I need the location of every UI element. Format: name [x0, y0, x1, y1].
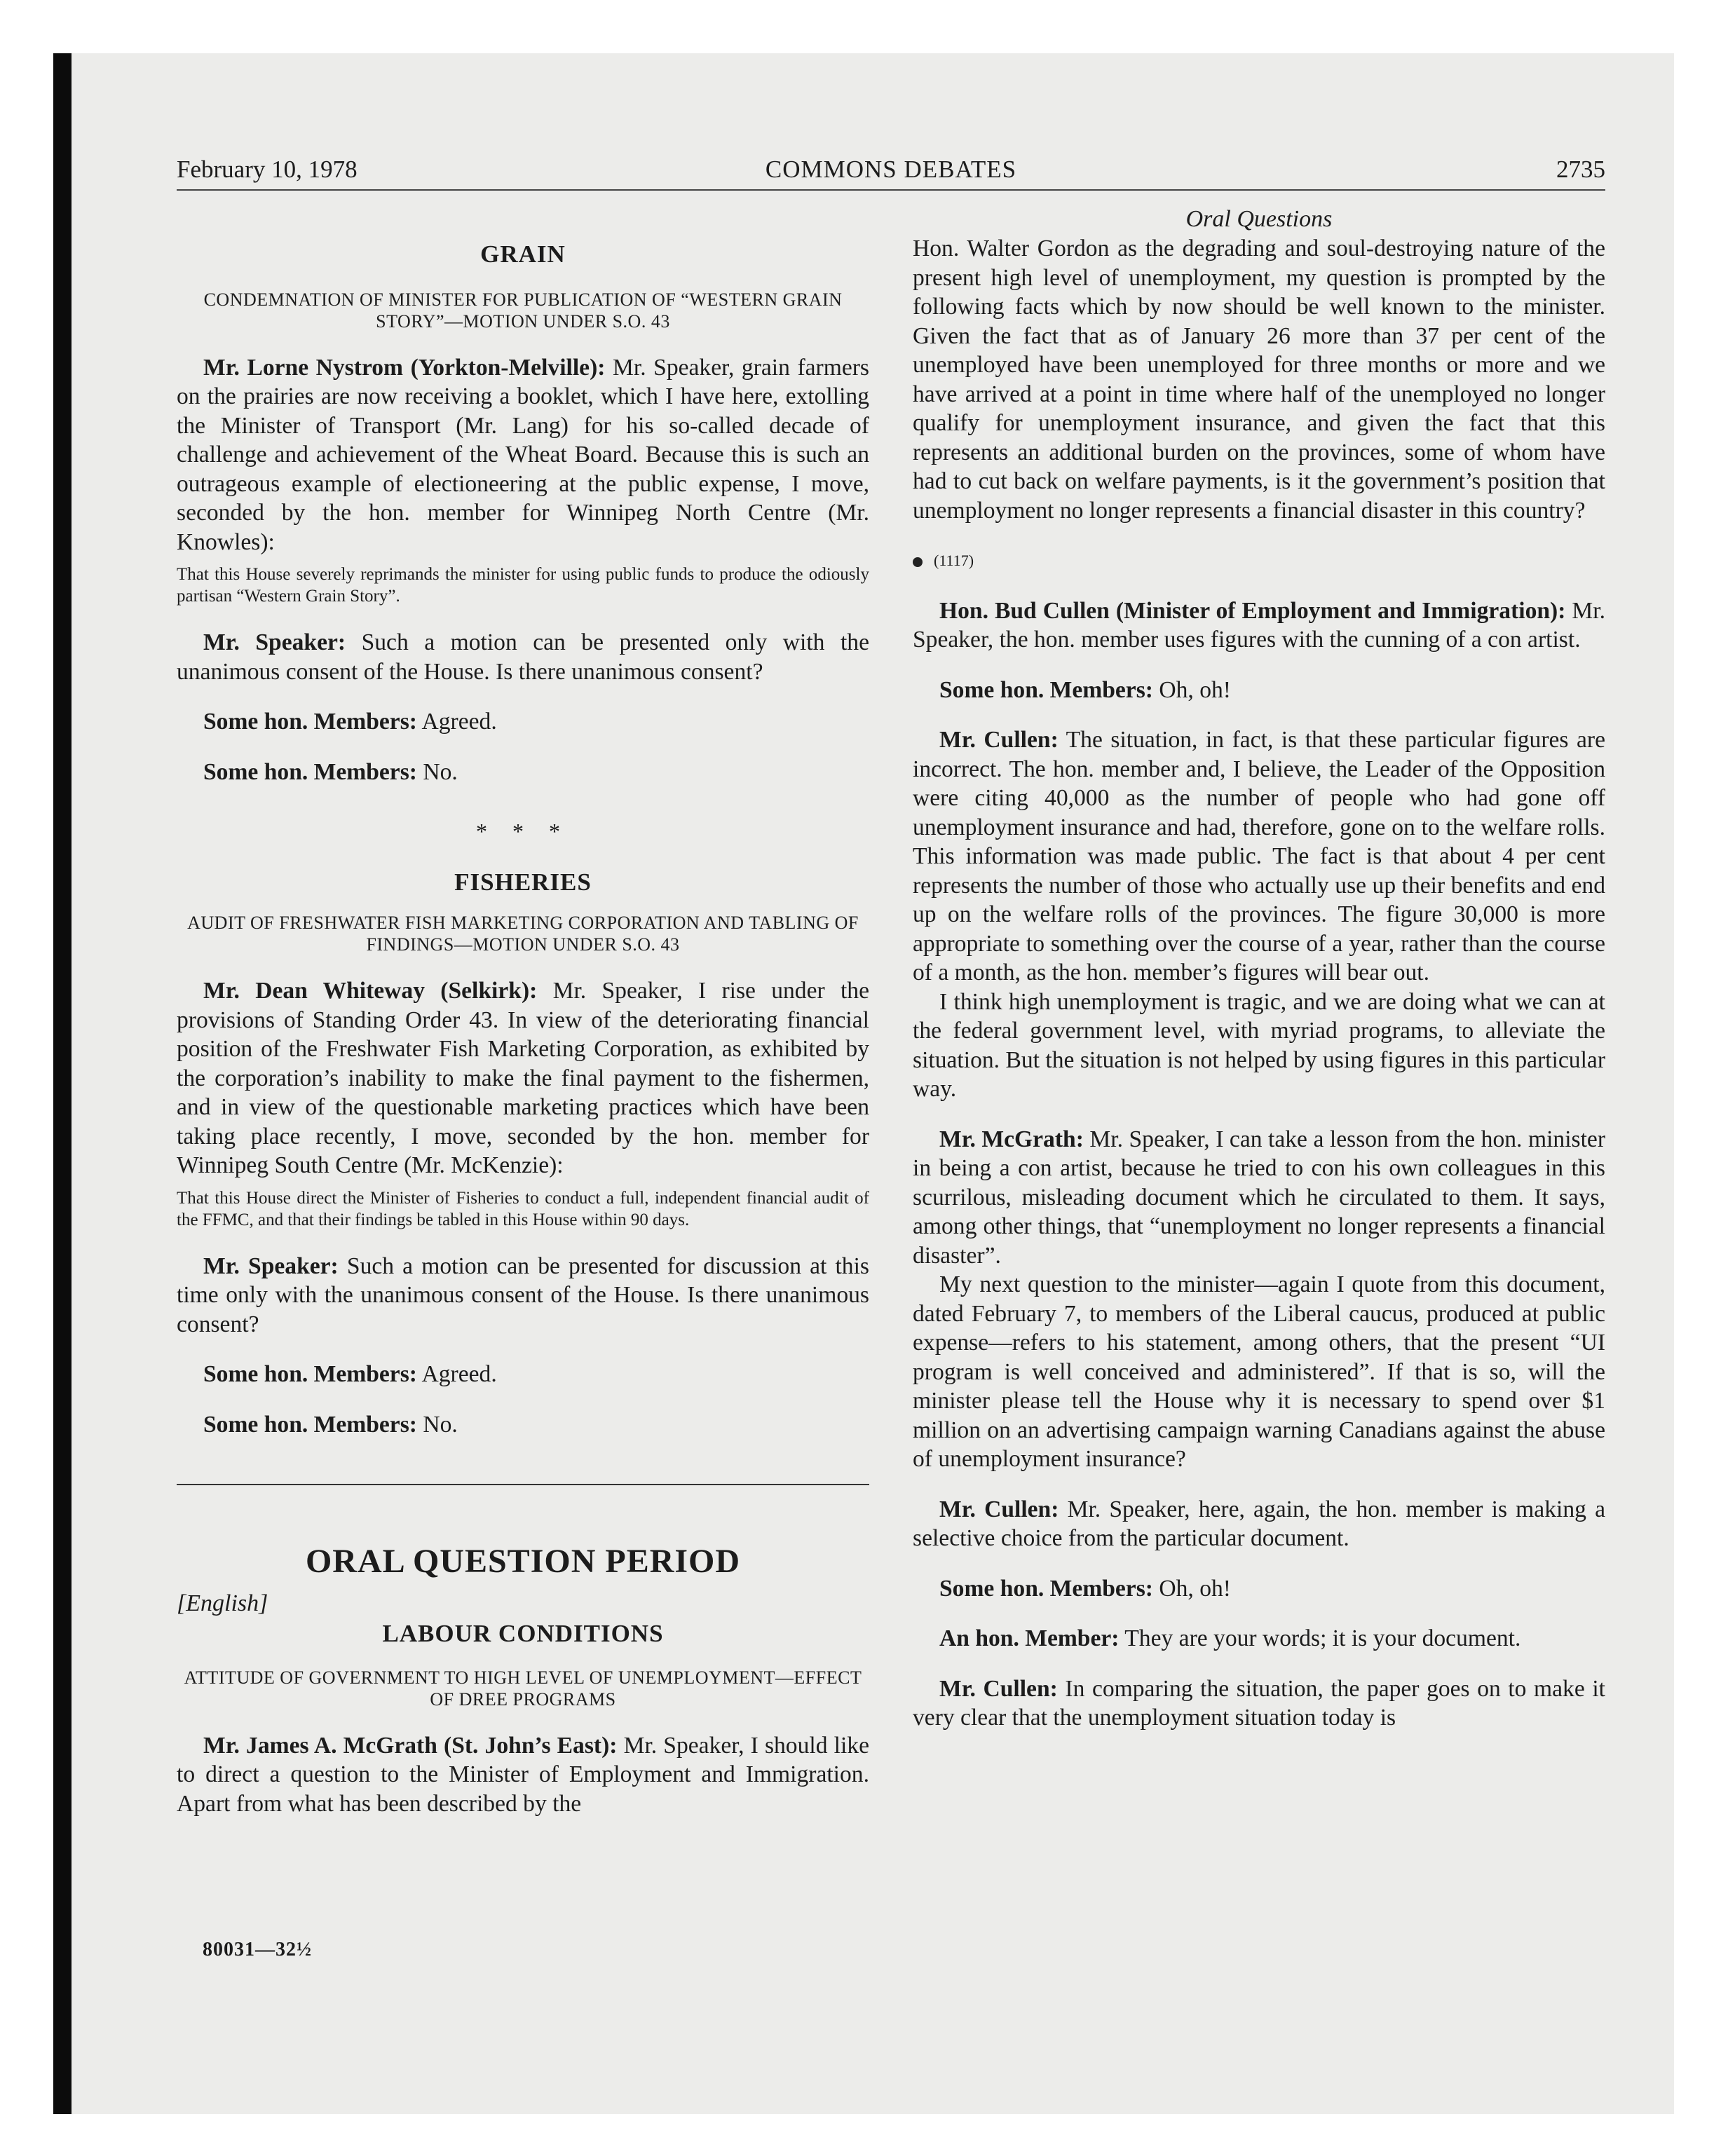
members-interjection — [913, 676, 1605, 705]
members-no — [177, 1410, 869, 1440]
speaker-name: Mr. Dean Whiteway (Selkirk): — [203, 978, 538, 1004]
motion-text: That this House direct the Minister of Fisheries to conduct a full, independent financial audit of the FFMC, and that their findings be tabled in this House within 90 days. — [177, 1188, 869, 1229]
speaker-name: Mr. Cullen: — [939, 1675, 1058, 1702]
speech-text: No. — [423, 758, 458, 785]
speaker-name: Some hon. Members: — [939, 676, 1153, 703]
cullen-paragraph-continued: I think high unemployment is tragic, and we are doing what we can at the federal government level, with myriad programs, to alleviate the situation. But the situation is not helped by using figures in this particular way. — [913, 988, 1605, 1102]
speech-text: Mr. Speaker, I should like to direct a question to the Minister of Employment and Immigration. Apart from what has been described by the — [177, 1732, 869, 1817]
speech-text: Such a motion can be presented for discussion at this time only with the unanimous consent of the House. Is there unanimous consent? — [177, 1253, 869, 1337]
grain-subheading: CONDEMNATION OF MINISTER FOR PUBLICATION OF “WESTERN GRAIN STORY”—MOTION UNDER S.O. 43 — [203, 289, 843, 332]
speech-text: Mr. Speaker, here, again, the hon. member is making a selective choice from the particular document. — [913, 1496, 1605, 1551]
oral-question-period-heading: ORAL QUESTION PERIOD — [305, 1543, 741, 1580]
members-agreed — [177, 707, 869, 737]
speech-text: They are your words; it is your document. — [1124, 1625, 1521, 1651]
members-agreed — [177, 1360, 869, 1389]
header-date: February 10, 1978 — [177, 156, 358, 183]
member-interjection — [913, 1624, 1605, 1653]
speaker-name: Hon. Bud Cullen (Minister of Employment and Immigration): — [939, 597, 1566, 624]
members-no — [177, 758, 869, 787]
fisheries-heading: FISHERIES — [454, 868, 592, 896]
speaker-name: Mr. Speaker: — [203, 1253, 339, 1279]
grain-heading: GRAIN — [480, 240, 566, 268]
speech-text: Such a motion can be presented only with the unanimous consent of the House. Is there unanimous consent? — [177, 629, 869, 685]
speech-text: Agreed. — [421, 709, 497, 735]
speaker-name: Mr. Cullen: — [939, 727, 1059, 753]
printer-code: 80031—32½ — [203, 1939, 312, 1960]
speech-text: Oh, oh! — [1159, 1575, 1231, 1602]
nystrom-paragraph — [177, 353, 869, 557]
speech-text: Mr. Speaker, grain farmers on the prairies are now receiving a booklet, which I have here, extolling the Minister of Transport (Mr. Lang) for his so-called decade of challenge and achievement of the Wheat Board. Because this is such an outrageous example of electioneering at the public expense, I move, seconded by the hon. member for Winnipeg North Centre (Mr. Knowles): — [177, 354, 869, 555]
language-marker: [English] — [177, 1590, 268, 1616]
speech-text: No. — [423, 1411, 458, 1438]
cullen-paragraph — [913, 1495, 1605, 1553]
speech-text: In comparing the situation, the paper goes on to make it very clear that the unemployment situation today is — [913, 1675, 1605, 1731]
speech-text: Oh, oh! — [1159, 676, 1231, 703]
speaker-name: Some hon. Members: — [203, 758, 417, 785]
speaker-name: Mr. McGrath: — [939, 1126, 1084, 1152]
speaker-paragraph — [177, 628, 869, 686]
time-text: (1117) — [934, 552, 974, 569]
speaker-name: Mr. Lorne Nystrom (Yorkton-Melville): — [203, 354, 606, 381]
whiteway-paragraph — [177, 976, 869, 1180]
speaker-name: Some hon. Members: — [203, 1411, 417, 1438]
section-separator: * * * — [476, 819, 570, 844]
bullet-icon — [913, 557, 923, 567]
motion-text: That this House severely reprimands the minister for using public funds to produce the odiously partisan “Western Grain Story”. — [177, 565, 869, 606]
left-column — [177, 205, 869, 1818]
time-marker — [913, 546, 1605, 575]
speaker-paragraph — [177, 1252, 869, 1339]
members-interjection — [913, 1574, 1605, 1604]
mcgrath-paragraph — [913, 1125, 1605, 1271]
speaker-name: Mr. Cullen: — [939, 1496, 1059, 1522]
scan-edge — [53, 53, 72, 2114]
running-head: Oral Questions — [1185, 206, 1333, 232]
speaker-name: An hon. Member: — [939, 1625, 1120, 1651]
header-page-number: 2735 — [1556, 156, 1605, 183]
speaker-name: Mr. James A. McGrath (St. John’s East): — [203, 1732, 618, 1759]
mcgrath-paragraph-continued: My next question to the minister—again I quote from this document, dated February 7, to members of the Liberal caucus, produced at public expense—refers to his statement, among others, that the present “UI program is well conceived and administered”. If that is so, will the minister please tell the House why it is necessary to spend over $1 million on an advertising campaign warning Canadians against the abuse of unemployment insurance? — [913, 1271, 1605, 1472]
fisheries-subheading: AUDIT OF FRESHWATER FISH MARKETING CORPORATION AND TABLING OF FINDINGS—MOTION UNDER S.O. 43 — [187, 913, 859, 955]
speech-text: Mr. Speaker, I can take a lesson from the hon. minister in being a con artist, because he tried to con his own colleagues in this scurrilous, misleading document which he circulated to them. It says, among other things, that “unemployment no longer represents a financial disaster”. — [913, 1126, 1606, 1269]
question-continuation: Hon. Walter Gordon as the degrading and soul-destroying nature of the present high level of unemployment, my question is prompted by the following facts which by now should be well known to the minister. Given the fact that as of January 26 more than 37 per cent of the unemployed have been unemployed for three months or more and we have arrived at a point in time where half of the unemployed no longer qualify for unemployment insurance, and given the fact that this represents an additional burden on the provinces, some of whom have had to cut back on welfare payments, is it the government’s position that unemployment no longer represents a financial disaster in this country? — [913, 236, 1605, 524]
speech-text: Mr. Speaker, I rise under the provisions of Standing Order 43. In view of the deteriorating financial position of the Freshwater Fish Marketing Corporation, as exhibited by the corporation’s inability to make the final payment to the fishermen, and in view of the questionable marketing practices which have been taking place recently, I move, seconded by the hon. member for Winnipeg South Centre (Mr. McKenzie): — [177, 978, 869, 1178]
speech-text: The situation, in fact, is that these particular figures are incorrect. The hon. member and, I believe, the Leader of the Opposition were citing 40,000 as the number of people who had gone off unemployment insurance and had, therefore, gone on to the welfare rolls. This information was made public. The fact is that about 4 per cent represents the number of those who actually use up their benefits and end up on the welfare rolls of the provinces. The figure 30,000 is more appropriate to something over the course of a year, rather than the course of a month, as the hon. member’s figures will bear out. — [913, 727, 1605, 985]
speech-text: Agreed. — [421, 1361, 497, 1387]
speaker-name: Mr. Speaker: — [203, 629, 346, 655]
cullen-paragraph — [913, 1674, 1605, 1733]
page-header — [177, 156, 1605, 191]
cullen-answer — [913, 596, 1605, 655]
cullen-paragraph — [913, 725, 1605, 988]
right-column — [913, 205, 1605, 1733]
speech-text: Mr. Speaker, the hon. member uses figures with the cunning of a con artist. — [913, 597, 1605, 653]
mcgrath-paragraph — [177, 1731, 869, 1819]
labour-heading: LABOUR CONDITIONS — [382, 1620, 664, 1647]
speaker-name: Some hon. Members: — [203, 709, 417, 735]
labour-subheading: ATTITUDE OF GOVERNMENT TO HIGH LEVEL OF UNEMPLOYMENT—EFFECT OF DREE PROGRAMS — [184, 1667, 862, 1710]
speaker-name: Some hon. Members: — [939, 1575, 1153, 1602]
header-publication: COMMONS DEBATES — [765, 156, 1017, 183]
speaker-name: Some hon. Members: — [203, 1361, 417, 1387]
section-rule — [177, 1484, 869, 1485]
